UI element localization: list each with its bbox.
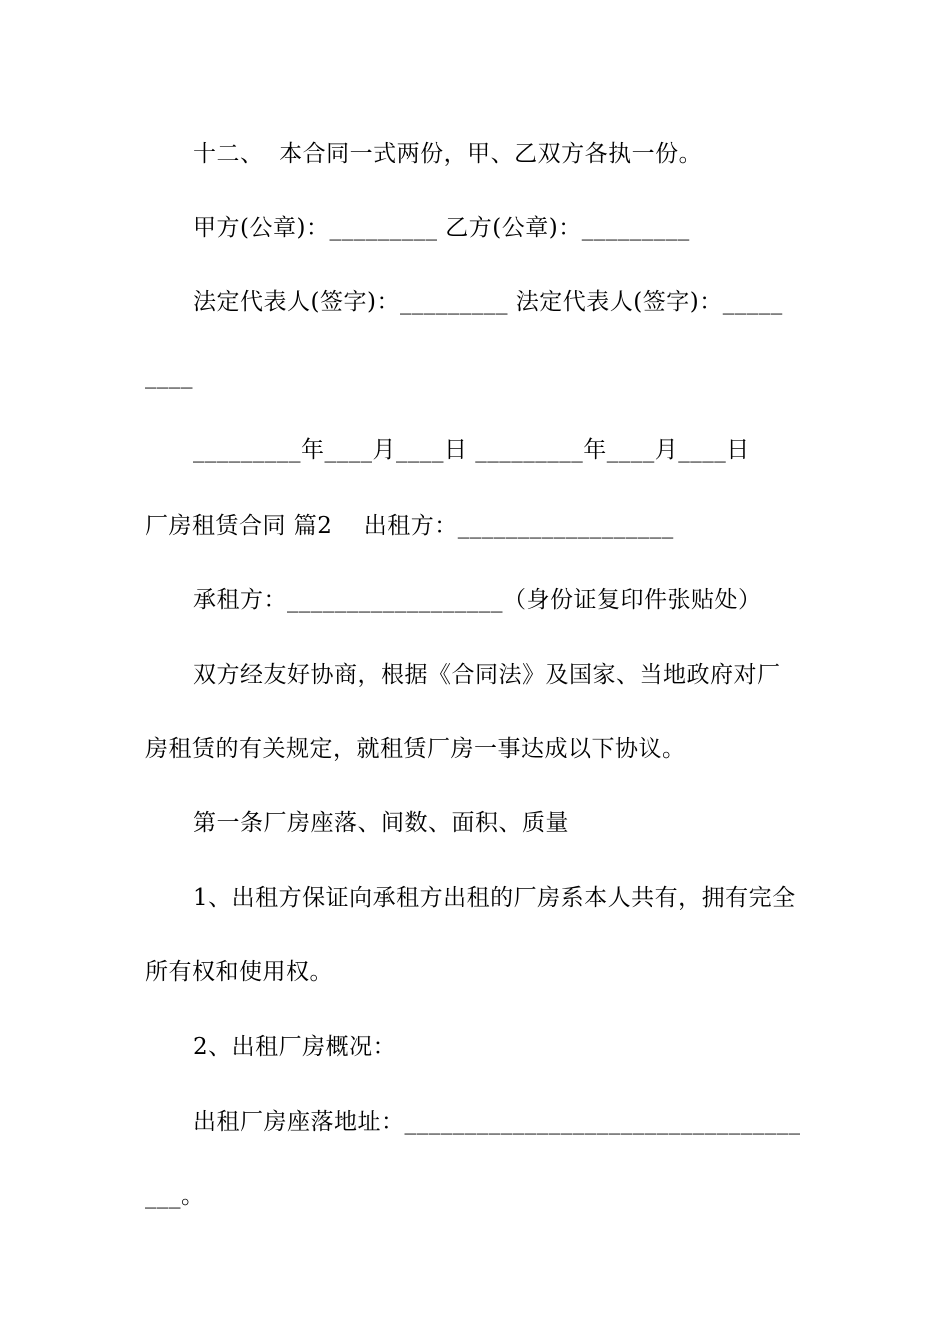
party-seal-line: 甲方(公章)：_________ 乙方(公章)：_________ xyxy=(193,215,690,241)
clause-twelve: 十二、 本合同一式两份，甲、乙双方各执一份。 xyxy=(193,141,703,167)
lessee-line: 承租方：__________________（身份证复印件张贴处） xyxy=(193,587,762,613)
item-two-heading: 2、出租厂房概况： xyxy=(193,1034,397,1060)
item-one-line-2: 所有权和使用权。 xyxy=(145,959,333,985)
article-one-heading: 第一条厂房座落、间数、面积、质量 xyxy=(193,810,569,836)
factory-address-continuation: ___。 xyxy=(145,1183,205,1209)
date-line: _________年____月____日 _________年____月____日 xyxy=(193,437,750,463)
item-one-line-1: 1、出租方保证向承租方出租的厂房系本人共有，拥有完全 xyxy=(193,885,796,911)
preamble-line-2: 房租赁的有关规定，就租赁厂房一事达成以下协议。 xyxy=(145,736,686,762)
contract-title-lessor-line: 厂房租赁合同 篇2 出租方：__________________ xyxy=(145,513,674,539)
factory-address-line: 出租厂房座落地址：_________________________________ xyxy=(193,1109,801,1135)
legal-rep-signature-continuation: ____ xyxy=(145,363,193,389)
preamble-line-1: 双方经友好协商，根据《合同法》及国家、当地政府对厂 xyxy=(193,662,781,688)
legal-rep-signature-line: 法定代表人(签字)：_________ 法定代表人(签字)：_____ xyxy=(193,289,783,315)
